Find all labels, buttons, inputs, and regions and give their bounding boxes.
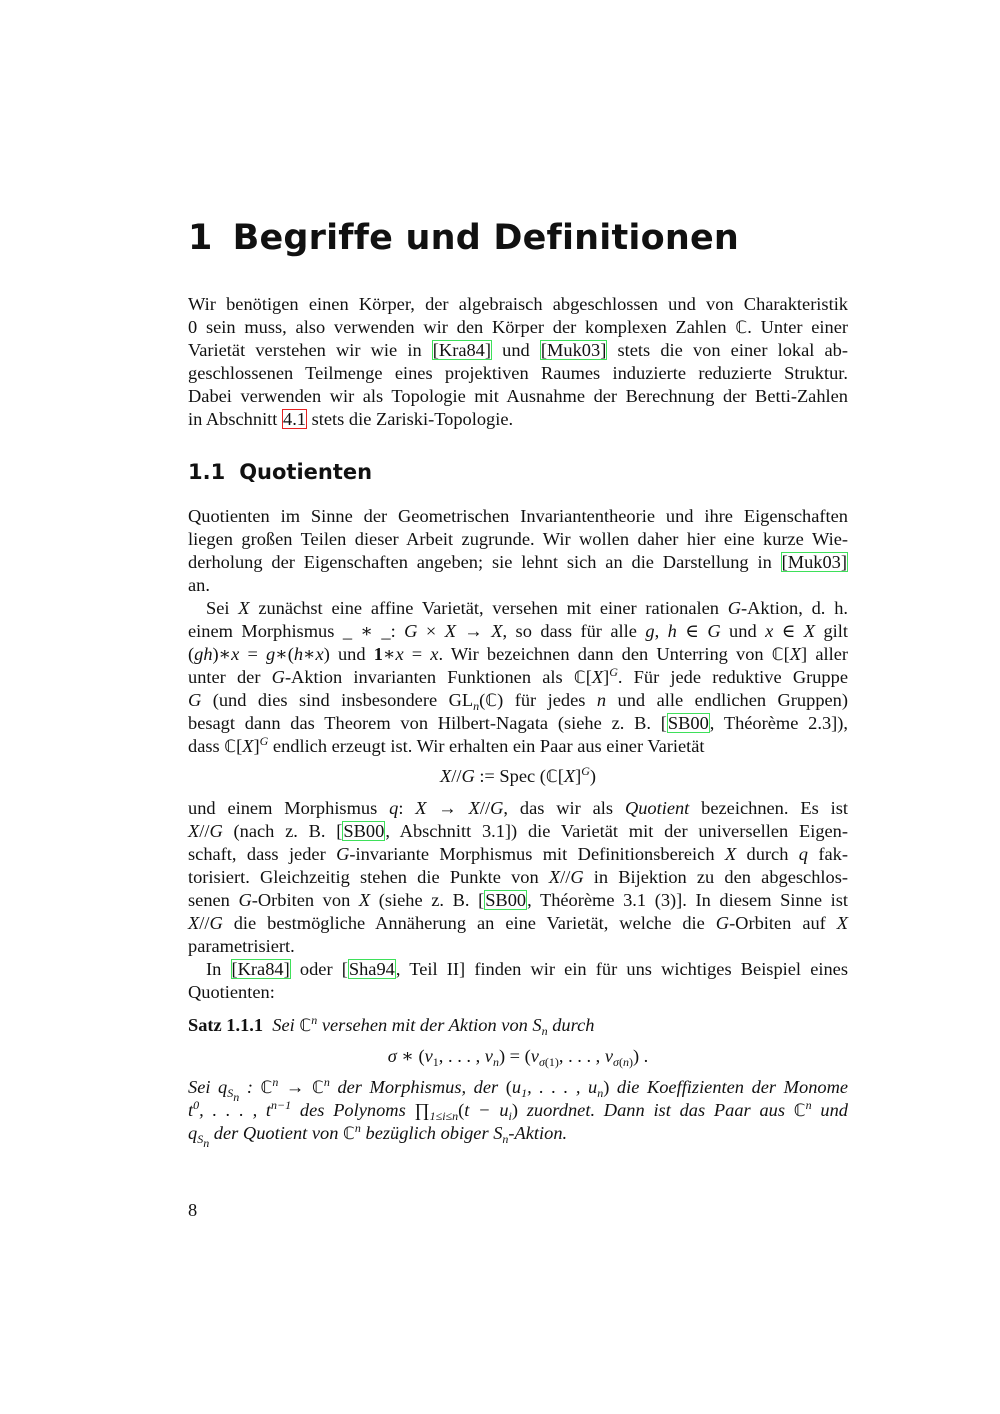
text-line: Quotienten: bbox=[188, 982, 275, 1002]
chapter-number: 1 bbox=[188, 218, 213, 258]
text-line: an. bbox=[188, 575, 210, 595]
text-line: derholung der Eigenschaften angeben; sie lehnt sich an die Darstellung in [Muk03] bbox=[188, 552, 847, 572]
theorem-line: $q_{S_n}$ der Quotient von ℂ$^n$ bezüglich obiger $S_n$-Aktion. bbox=[188, 1121, 568, 1150]
citation-link[interactable]: SB00 bbox=[343, 821, 385, 841]
section-link[interactable]: 4.1 bbox=[283, 409, 307, 429]
text-line: liegen großen Teilen dieser Arbeit zugrunde. Wir wollen daher hier eine kurze Wie- bbox=[188, 529, 848, 549]
text-line: In [Kra84] oder [Sha94, Teil II] finden wir ein für uns wichtiges Beispiel eines bbox=[206, 959, 848, 979]
text-line: Sei X zunächst eine affine Varietät, versehen mit einer rationalen G-Aktion, d. h. bbox=[206, 598, 848, 618]
text-line: Quotienten im Sinne der Geometrischen Invariantentheorie und ihre Eigenschaften bbox=[188, 506, 848, 526]
citation-link[interactable]: [Kra84] bbox=[231, 959, 290, 979]
text-line: 0 sein muss, also verwenden wir den Körper der komplexen Zahlen ℂ. Unter einer bbox=[188, 317, 849, 338]
text-line: Varietät verstehen wir wie in [Kra84] und [Muk03] stets die von einer lokal ab- bbox=[188, 340, 849, 360]
text-line: G (und dies sind insbesondere $GL_n(ℂ)$ für jedes n und alle endlichen Gruppen) bbox=[188, 690, 848, 713]
section-title-text: Quotienten bbox=[239, 460, 373, 484]
display-formula: X//G := Spec $(ℂ[X]^G)$ bbox=[439, 764, 597, 787]
citation-link[interactable]: Sha94 bbox=[348, 959, 395, 979]
text-line: schaft, dass jeder G-invariante Morphismus mit Definitionsbereich X durch q fak- bbox=[188, 844, 848, 864]
text-line: besagt dann das Theorem von Hilbert-Nagata (siehe z. B. [SB00, Théorème 2.3]), bbox=[188, 713, 848, 733]
text-line: torisiert. Gleichzeitig stehen die Punkte von X//G in Bijektion zu den abgeschlos- bbox=[188, 867, 848, 887]
citation-link[interactable]: [Muk03] bbox=[540, 340, 607, 360]
text-line: und einem Morphismus q: X → X//G, das wir als Quotient bezeichnen. Es ist bbox=[188, 798, 848, 818]
text-line: X//G die bestmögliche Annäherung an eine Varietät, welche die G-Orbiten auf X bbox=[188, 913, 848, 933]
citation-link[interactable]: SB00 bbox=[667, 713, 709, 733]
text-line: dass $ℂ[X]^G$ endlich erzeugt ist. Wir erhalten ein Paar aus einer Varietät bbox=[188, 734, 705, 757]
theorem-line: Satz 1.1.1 Sei ℂ$^n$ versehen mit der Aktion von $S_n$ durch bbox=[188, 1013, 595, 1038]
citation-link[interactable]: [Kra84] bbox=[432, 340, 492, 360]
text-line: senen G-Orbiten von X (siehe z. B. [SB00, Théorème 3.1 (3)]. In diesem Sinne ist bbox=[188, 890, 848, 910]
chapter-title bbox=[188, 218, 739, 258]
text-line: (gh)∗x = g∗(h∗x) und 1∗x = x. Wir bezeichnen dann den Unterring von ℂ[X] aller bbox=[188, 644, 848, 665]
text-line: geschlossenen Teilmenge eines projektiven Raumes induzierte reduzierte Struktur. bbox=[188, 363, 848, 383]
display-formula: σ ∗ ($v_1$, . . . , $v_n) = (v_{\sigma(1)}$, . . . , $v_{\sigma(n)}$) . bbox=[387, 1046, 649, 1069]
text-line: Dabei verwenden wir als Topologie mit Ausnahme der Berechnung der Betti-Zahlen bbox=[188, 386, 848, 406]
text-line: unter der G-Aktion invarianten Funktionen als $ℂ[X]^G$. Für jede reduktive Gruppe bbox=[188, 665, 848, 688]
section-title bbox=[188, 460, 372, 484]
text-line: parametrisiert. bbox=[188, 936, 295, 956]
chapter-title-text: Begriffe und Definitionen bbox=[232, 218, 740, 258]
citation-link[interactable]: SB00 bbox=[485, 890, 527, 910]
citation-link[interactable]: [Muk03] bbox=[781, 552, 847, 572]
text-line: Wir benötigen einen Körper, der algebraisch abgeschlossen und von Charakteristik bbox=[188, 294, 848, 314]
text-line: einem Morphismus _ ∗ _: G × X → X, so dass für alle g, h ∈ G und x ∈ X gilt bbox=[188, 621, 848, 641]
theorem-line: Sei $q_{S_n}$ : ℂ$^n$ → ℂ$^n$ der Morphismus, der ($u_1$, . . . , $u_n$) die Koeffizienten der Monome bbox=[188, 1075, 849, 1104]
theorem-line: $t^0$, . . . , $t^{n-1}$ des Polynoms $\prod_{1\le i\le n}(t - u_i)$ zuordnet. Dann ist das Paar aus ℂ$^n$ und bbox=[188, 1098, 848, 1123]
page-number: 8 bbox=[188, 1200, 198, 1220]
text-line: X//G (nach z. B. [SB00, Abschnitt 3.1]) die Varietät mit der universellen Eigen- bbox=[188, 821, 849, 841]
text-line: in Abschnitt 4.1 stets die Zariski-Topologie. bbox=[188, 409, 514, 429]
section-number: 1.1 bbox=[188, 460, 226, 484]
theorem-label: Satz 1.1.1 bbox=[188, 1015, 264, 1035]
